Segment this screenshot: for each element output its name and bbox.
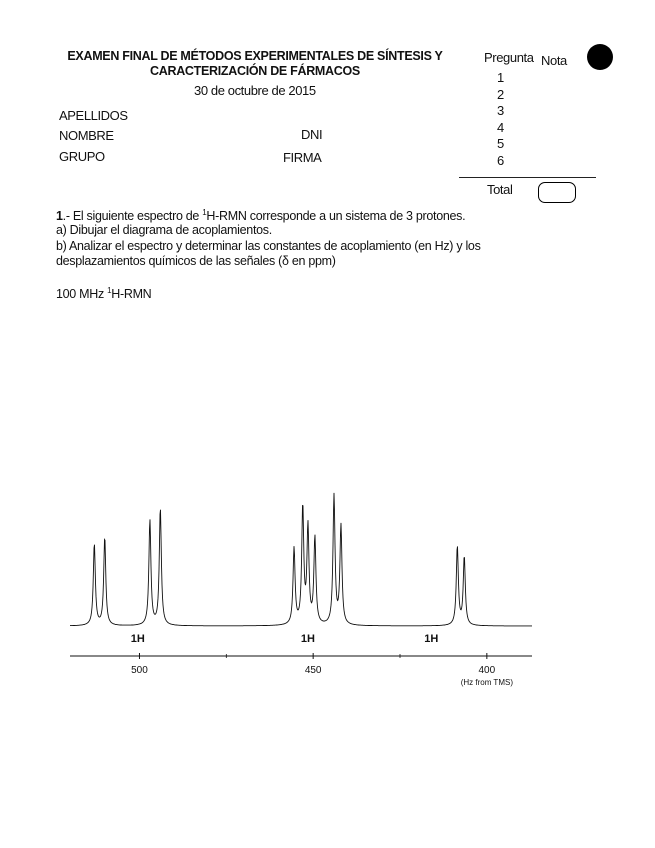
integration-label: 1H: [300, 633, 315, 645]
spectrum-caption: [56, 286, 151, 301]
spectrum-caption-sup: 1: [107, 286, 112, 295]
exam-title-line2: CARACTERIZACIÓN DE FÁRMACOS: [150, 64, 360, 78]
x-axis-tick-label: 400: [478, 665, 496, 676]
question1-intro-text-a: .- El siguiente espectro de: [62, 209, 203, 223]
integration-label-layer: [131, 633, 439, 645]
spectrum-trace: [70, 493, 532, 626]
question1-sup: 1: [202, 208, 207, 217]
label-apellidos: APELLIDOS: [59, 108, 128, 123]
question-number: 6: [497, 152, 505, 168]
total-score-box[interactable]: [538, 182, 576, 203]
question-number: 3: [497, 103, 505, 118]
total-label: Total: [487, 182, 513, 197]
x-axis-tick-label: 450: [304, 665, 322, 676]
pregunta-header: Pregunta: [484, 50, 534, 65]
exam-date: 30 de octubre de 2015: [194, 83, 316, 98]
exam-title: [48, 49, 462, 79]
label-firma: FIRMA: [283, 150, 322, 165]
question-number: 1: [497, 70, 505, 85]
question-number-list: [497, 70, 504, 169]
question1-part-a: a) Dibujar el diagrama de acoplamientos.: [56, 223, 272, 237]
question-number: 4: [497, 119, 505, 135]
question1-part-b-line2: desplazamientos químicos de las señales (δ en ppm): [56, 254, 336, 268]
spectrum-caption-suffix: H-RMN: [111, 287, 152, 301]
black-circle-mark: [587, 44, 613, 70]
question1-number: 1: [56, 209, 63, 223]
question-number: 5: [497, 136, 505, 151]
label-nombre: NOMBRE: [59, 128, 114, 143]
question1-intro-text-b: H-RMN corresponde a un sistema de 3 protones.: [206, 209, 466, 223]
question-number: 2: [497, 86, 505, 102]
label-grupo: GRUPO: [59, 149, 105, 164]
label-dni: DNI: [301, 127, 323, 142]
integration-label: 1H: [424, 633, 439, 645]
x-axis-label: (Hz from TMS): [460, 678, 513, 687]
spectrum-caption-prefix: 100 MHz: [56, 287, 108, 301]
nota-header: Nota: [541, 53, 567, 68]
total-divider: [459, 177, 596, 178]
question1-part-b-line1: b) Analizar el espectro y determinar las constantes de acoplamiento (en Hz) y los: [56, 239, 481, 253]
nmr-spectrum-chart: [60, 470, 540, 695]
integration-label: 1H: [130, 633, 145, 645]
exam-title-line1: EXAMEN FINAL DE MÉTODOS EXPERIMENTALES DE SÍNTESIS Y: [67, 49, 443, 63]
x-axis-tick-label: 500: [131, 665, 148, 676]
question1-intro: [56, 208, 465, 223]
x-axis: [70, 653, 532, 687]
spectrum-trace-layer: [70, 493, 532, 626]
